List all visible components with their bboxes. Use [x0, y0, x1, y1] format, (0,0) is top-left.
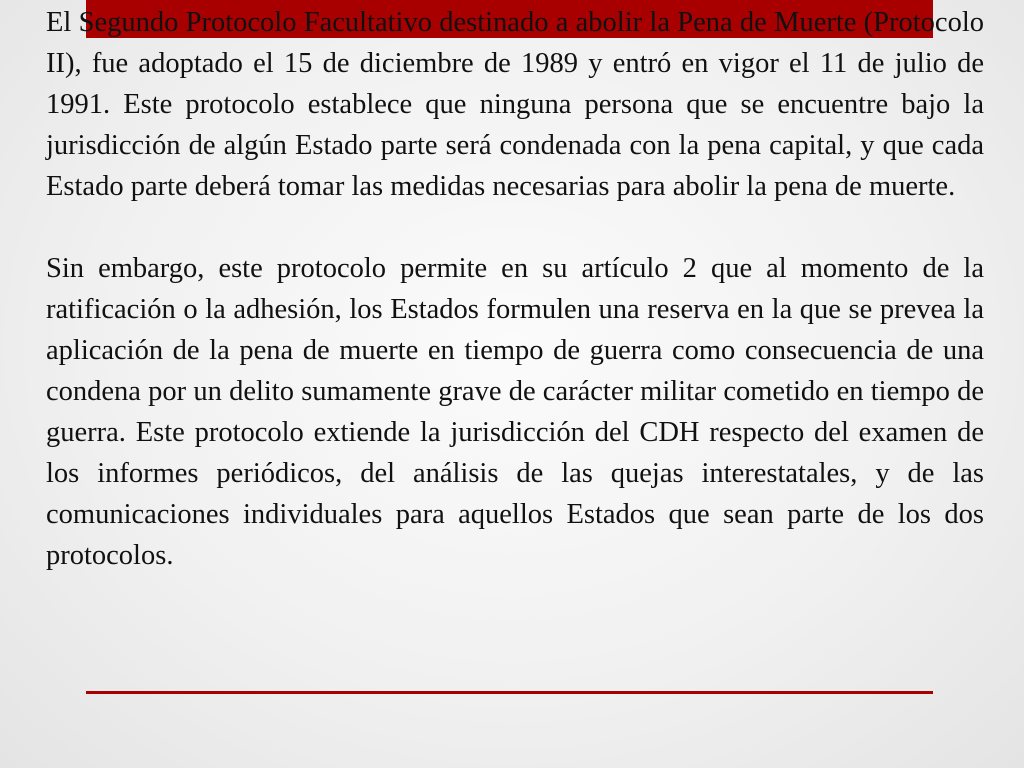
footer-accent-line [86, 691, 933, 694]
paragraph-protocol-adoption: El Segundo Protocolo Facultativo destinado a abolir la Pena de Muerte (Protocolo II), fue adoptado el 15 de diciembre de 1989 y entró en vigor el 11 de julio de 1991. Este protocolo establece que ninguna persona que se encuentre bajo la jurisdicción de algún Estado parte será condenada con la pena capital, y que cada Estado parte deberá tomar las medidas necesarias para abolir la pena de muerte. [46, 7, 984, 202]
slide-body [46, 2, 984, 576]
paragraph-protocol-reservation: Sin embargo, este protocolo permite en su artículo 2 que al momento de la ratificación o la adhesión, los Estados formulen una reserva en la que se prevea la aplicación de la pena de muerte en tiempo de guerra como consecuencia de una condena por un delito sumamente grave de carácter militar cometido en tiempo de guerra. Este protocolo extiende la jurisdicción del CDH respecto del examen de los informes periódicos, del análisis de las quejas interestatales, y de las comunicaciones individuales para aquellos Estados que sean parte de los dos protocolos. [46, 253, 984, 571]
